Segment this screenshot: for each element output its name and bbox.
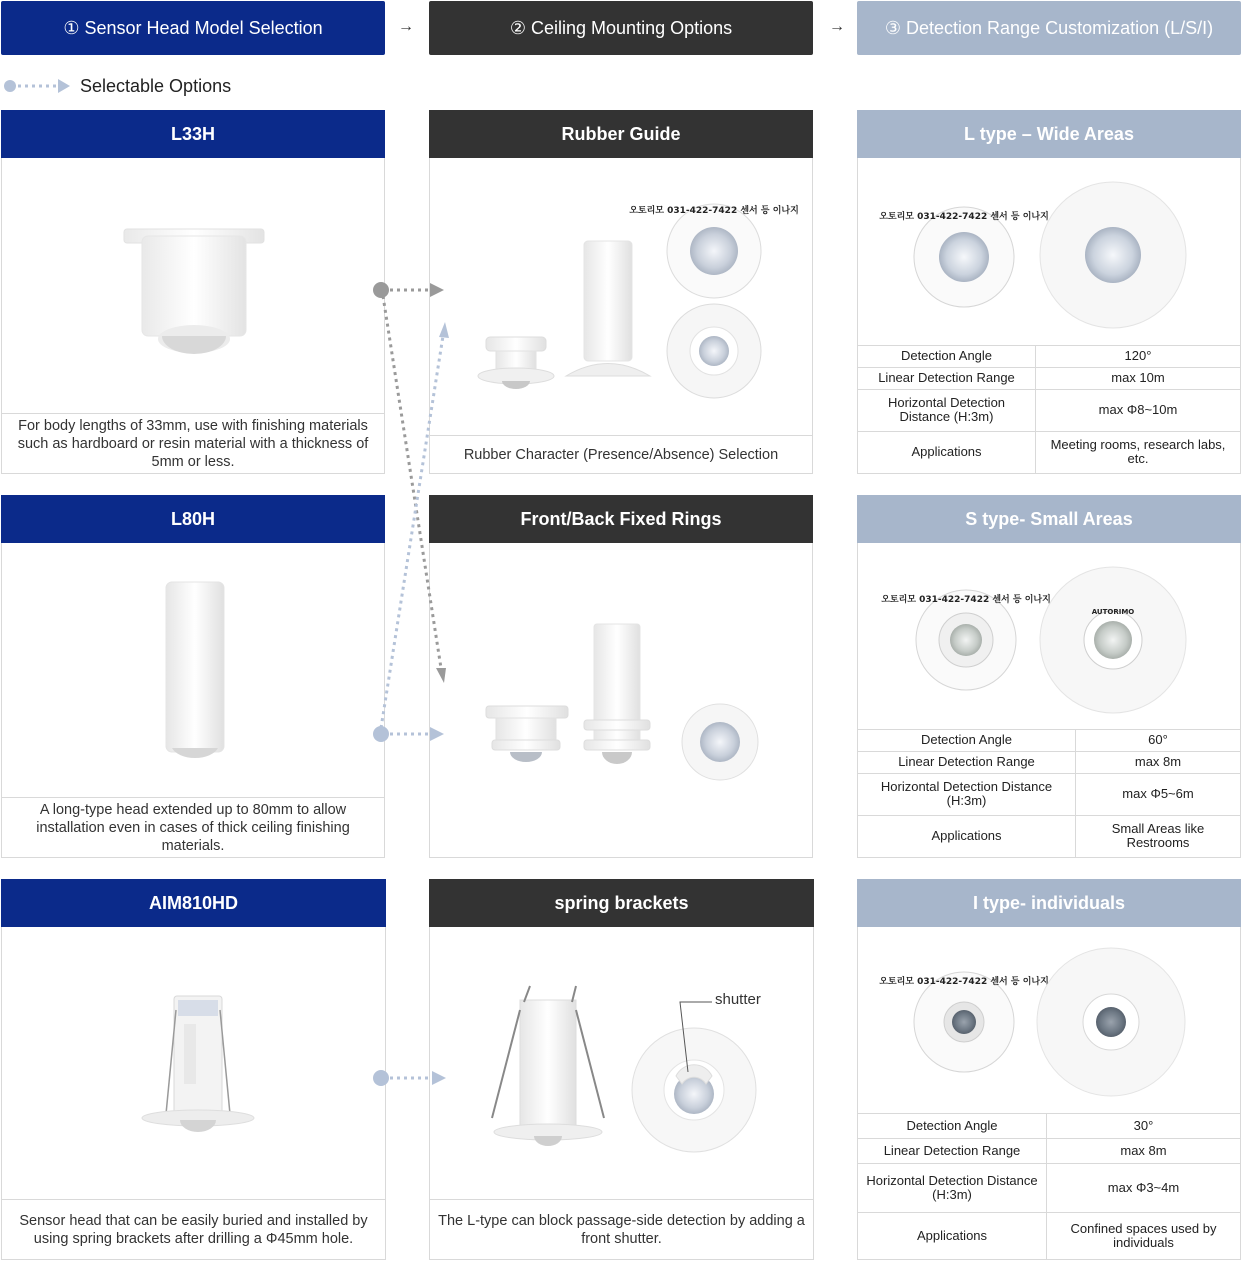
spec-key: Detection Angle (858, 346, 1036, 368)
spec-value: Confined spaces used by individuals (1047, 1213, 1241, 1260)
spec-value: 120° (1036, 346, 1241, 368)
range-title: L type – Wide Areas (857, 110, 1241, 158)
spec-value: Small Areas like Restrooms (1076, 815, 1241, 857)
range-panel-s-type (857, 495, 1241, 858)
range-spec-table (858, 1113, 1240, 1259)
fixed-rings-image (480, 616, 800, 786)
rubber-guide-image (470, 191, 810, 411)
mount-caption: The L-type can block passage-side detection by adding a front shutter. (430, 1199, 813, 1259)
spec-value: Meeting rooms, research labs, etc. (1036, 431, 1241, 473)
step-1-label: ① Sensor Head Model Selection (63, 17, 323, 38)
spec-key: Applications (858, 431, 1036, 473)
lens-badge-text: 오토리모 031-422-7422 센서 등 이나지 (879, 212, 1049, 222)
l80h-sensor-image (152, 576, 242, 766)
range-spec-table (858, 729, 1240, 857)
spec-value: max 8m (1076, 751, 1241, 773)
lens-badge-text: 오토리모 031-422-7422 센서 등 이나지 (881, 595, 1051, 605)
head-panel-l80h (1, 495, 385, 858)
spec-key: Detection Angle (858, 1114, 1047, 1139)
spec-value: max 8m (1047, 1139, 1241, 1164)
spec-key: Applications (858, 815, 1076, 857)
i-type-lens-image (879, 946, 1198, 1106)
head-caption: A long-type head extended up to 80mm to allow installation even in cases of thick ceiling finishing materials. (2, 797, 384, 857)
spec-key: Horizontal Detection Distance (H:3m) (858, 389, 1036, 431)
step-arrow-1: → (398, 18, 414, 35)
mount-title: Rubber Guide (429, 110, 813, 158)
step-3-button (857, 1, 1241, 55)
l33h-sensor-image (112, 181, 272, 361)
shutter-label: shutter (715, 991, 761, 1008)
legend (2, 74, 231, 98)
spec-key: Linear Detection Range (858, 1139, 1047, 1164)
range-title: S type- Small Areas (857, 495, 1241, 543)
spec-value: max Φ8~10m (1036, 389, 1241, 431)
dotted-arrow-icon (2, 76, 74, 96)
aim810hd-sensor-image (132, 990, 262, 1140)
spec-value: max 10m (1036, 367, 1241, 389)
step-arrow-2: → (829, 18, 845, 35)
head-caption: For body lengths of 33mm, use with finishing materials such as hardboard or resin material with a thickness of 5mm or less. (2, 413, 384, 473)
spec-key: Linear Detection Range (858, 367, 1036, 389)
step-3-label: ③ Detection Range Customization (L/S/I) (884, 17, 1214, 38)
head-caption: Sensor head that can be easily buried and installed by using spring brackets after drilling a Φ45mm hole. (2, 1199, 385, 1259)
step-2-button (429, 1, 813, 55)
lens-badge-text: 오토리모 031-422-7422 센서 등 이나지 (879, 977, 1049, 987)
range-spec-table (858, 345, 1240, 473)
spec-value: max Φ5~6m (1076, 773, 1241, 815)
mount-panel-fixed-rings (429, 495, 813, 858)
range-panel-l-type (857, 110, 1241, 474)
mount-panel-rubber-guide (429, 110, 813, 474)
mount-title: spring brackets (429, 879, 814, 927)
mount-title: Front/Back Fixed Rings (429, 495, 813, 543)
spec-key: Horizontal Detection Distance (H:3m) (858, 1164, 1047, 1213)
spec-key: Horizontal Detection Distance (H:3m) (858, 773, 1076, 815)
head-title: L80H (1, 495, 385, 543)
head-title: L33H (1, 110, 385, 158)
mount-caption: Rubber Character (Presence/Absence) Selection (430, 435, 812, 473)
spec-value: max Φ3~4m (1047, 1164, 1241, 1213)
spec-key: Linear Detection Range (858, 751, 1076, 773)
range-title: I type- individuals (857, 879, 1241, 927)
range-panel-i-type (857, 879, 1241, 1260)
legend-label: Selectable Options (80, 75, 232, 96)
lens-badge-text: 오토리모 031-422-7422 센서 등 이나지 (629, 206, 799, 216)
step-2-label: ② Ceiling Mounting Options (509, 17, 733, 38)
s-type-lens-image (881, 564, 1198, 724)
head-title: AIM810HD (1, 879, 386, 927)
head-panel-l33h (1, 110, 385, 474)
spec-key: Applications (858, 1213, 1047, 1260)
spec-key: Detection Angle (858, 730, 1076, 752)
spec-value: 60° (1076, 730, 1241, 752)
s-ring-text: AUTORIMO (1091, 608, 1135, 616)
spec-value: 30° (1047, 1114, 1241, 1139)
mount-panel-spring-brackets (429, 879, 814, 1260)
l-type-lens-image (879, 179, 1198, 339)
head-panel-aim810hd (1, 879, 386, 1260)
step-1-button (1, 1, 385, 55)
